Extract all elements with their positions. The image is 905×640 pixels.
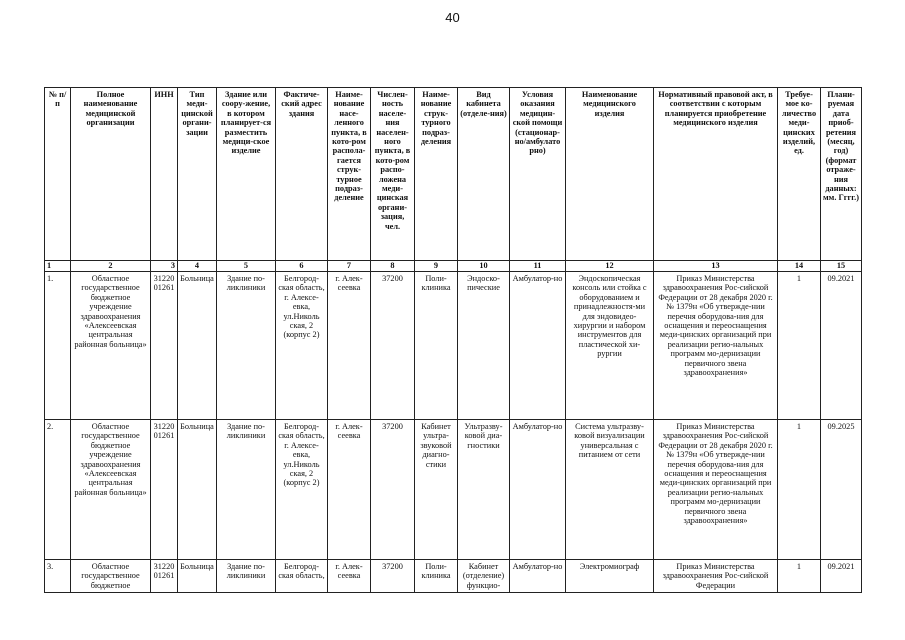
org-type: Больница [178, 420, 217, 560]
column-number: 6 [276, 261, 328, 272]
org-name: Областное государственное бюджетное [71, 560, 151, 593]
column-number: 14 [778, 261, 821, 272]
header-cell: Наиме-нование насе-ленного пункта, в кото-ром распола-гается струк-турное подраз-деление [328, 88, 371, 261]
header-cell: № п/п [45, 88, 71, 261]
purchase-date: 09.2025 [821, 420, 862, 560]
column-number-row [45, 261, 862, 272]
population: 37200 [371, 272, 415, 420]
purchase-date: 09.2021 [821, 560, 862, 593]
header-cell: Фактиче-ский адрес здания [276, 88, 328, 261]
equipment-table [44, 87, 862, 593]
column-number: 12 [566, 261, 654, 272]
header-cell: Числен-ность населе-ния населен-ного пункта, в кото-ром распо-ложена меди-цинская органи-зация, чел. [371, 88, 415, 261]
legal-act: Приказ Министерства здравоохранения Рос-сийской Федерации [654, 560, 778, 593]
quantity: 1 [778, 272, 821, 420]
header-row [45, 88, 862, 261]
device-name: Электромиограф [566, 560, 654, 593]
unit: Поли-клиника [415, 560, 458, 593]
org-name: Областное государственное бюджетное учреждение здравоохранения «Алексеевская центральная районная больница» [71, 272, 151, 420]
page-number: 40 [445, 10, 460, 25]
conditions: Амбулатор-но [510, 420, 566, 560]
quantity: 1 [778, 560, 821, 593]
table-row [45, 420, 862, 560]
header-cell: Нормативный правовой акт, в соответствии с которым планируется приобретение медицинского изделия [654, 88, 778, 261]
device-name: Эндоскопическая консоль или стойка с оборудованием и принадлежностя-ми для эндовидео-хирургии и набором инструментов для пластической хи-рургии [566, 272, 654, 420]
org-name: Областное государственное бюджетное учреждение здравоохранения «Алексеевская центральная районная больница» [71, 420, 151, 560]
header-cell: Здание или соору-жение, в котором планирует-ся разместить медици-ское изделие [217, 88, 276, 261]
org-type: Больница [178, 272, 217, 420]
table-row [45, 272, 862, 420]
inn: 31220 01261 [151, 560, 178, 593]
header-cell: Вид кабинета (отделе-ния) [458, 88, 510, 261]
unit: Поли-клиника [415, 272, 458, 420]
building: Здание по-ликлиники [217, 272, 276, 420]
conditions: Амбулатор-но [510, 272, 566, 420]
building: Здание по-ликлиники [217, 560, 276, 593]
building: Здание по-ликлиники [217, 420, 276, 560]
table-row [45, 560, 862, 593]
header-cell: Плани-руемая дата приоб-ретения (месяц, год) (формат отраже-ния данных: мм. Гггг.) [821, 88, 862, 261]
header-cell: Полное наименование медицинской организации [71, 88, 151, 261]
quantity: 1 [778, 420, 821, 560]
column-number: 8 [371, 261, 415, 272]
settlement: г. Алек-сеевка [328, 420, 371, 560]
population: 37200 [371, 560, 415, 593]
column-number: 11 [510, 261, 566, 272]
purchase-date: 09.2021 [821, 272, 862, 420]
device-name: Система ультразву-ковой визуализации универсальная с питанием от сети [566, 420, 654, 560]
column-number: 10 [458, 261, 510, 272]
header-cell: Наименование медицинского изделия [566, 88, 654, 261]
header-cell: Требуе-мое ко-личество меди-цинских изделий, ед. [778, 88, 821, 261]
inn: 31220 01261 [151, 272, 178, 420]
row-number: 1. [45, 272, 71, 420]
column-number: 15 [821, 261, 862, 272]
column-number: 3 [151, 261, 178, 272]
column-number: 13 [654, 261, 778, 272]
header-cell: ИНН [151, 88, 178, 261]
column-number: 9 [415, 261, 458, 272]
conditions: Амбулатор-но [510, 560, 566, 593]
org-type: Больница [178, 560, 217, 593]
cabinet: Эндоско-пические [458, 272, 510, 420]
column-number: 5 [217, 261, 276, 272]
inn: 31220 01261 [151, 420, 178, 560]
header-cell: Условия оказания медицин-ской помощи (стационар-но/амбулато рно) [510, 88, 566, 261]
column-number: 1 [45, 261, 71, 272]
cabinet: Ультразву-ковой диа-гностики [458, 420, 510, 560]
header-cell: Тип меди-цинской органи-зации [178, 88, 217, 261]
legal-act: Приказ Министерства здравоохранения Рос-сийской Федерации от 28 декабря 2020 г. № 1379н «Об утвержде-нии перечня оборудова-ния для оснащения и переоснащения меди-цинских организаций при реализации регио-нальных программ мо-дернизации первичного звена здравоохранения» [654, 272, 778, 420]
address: Белгород-ская область, г. Алексе-евка, ул.Николь ская, 2 (корпус 2) [276, 272, 328, 420]
column-number: 2 [71, 261, 151, 272]
address: Белгород-ская область, г. Алексе-евка, ул.Николь ская, 2 (корпус 2) [276, 420, 328, 560]
row-number: 3. [45, 560, 71, 593]
legal-act: Приказ Министерства здравоохранения Рос-сийской Федерации от 28 декабря 2020 г. № 1379н «Об утвержде-нии перечня оборудова-ния для оснащения и переоснащения меди-цинских организаций при реализации регио-нальных программ мо-дернизации первичного звена здравоохранения» [654, 420, 778, 560]
row-number: 2. [45, 420, 71, 560]
population: 37200 [371, 420, 415, 560]
settlement: г. Алек-сеевка [328, 272, 371, 420]
column-number: 7 [328, 261, 371, 272]
cabinet: Кабинет (отделение) функцио- [458, 560, 510, 593]
column-number: 4 [178, 261, 217, 272]
unit: Кабинет ультра-звуковой диагно-стики [415, 420, 458, 560]
settlement: г. Алек-сеевка [328, 560, 371, 593]
address: Белгород-ская область, [276, 560, 328, 593]
header-cell: Наиме-нование струк-турного подраз-деления [415, 88, 458, 261]
